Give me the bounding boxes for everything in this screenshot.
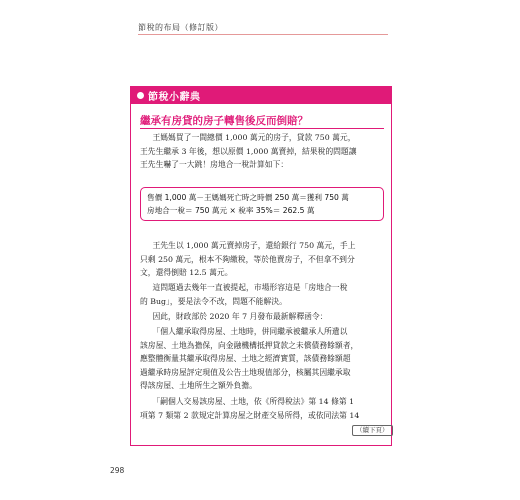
- paragraph-5: [140, 325, 384, 393]
- continued-label: （續下頁）: [352, 425, 393, 436]
- text-line: 王先生以 1,000 萬元賣掉房子，還給銀行 750 萬元，手上: [152, 241, 356, 250]
- bullet-icon: [137, 92, 144, 99]
- header-rule: [138, 34, 388, 35]
- text-line: 該房屋、土地為擔保，向金融機構抵押貸款之未償債務餘額者，: [140, 340, 359, 350]
- sidebar-title: 節稅小辭典: [148, 91, 201, 103]
- text-line: 這問題過去幾年一直被提起，市場形容這是「房地合一稅: [152, 283, 348, 292]
- text-line: 文，還得倒賠 12.5 萬元。: [140, 268, 233, 278]
- text-line: 王媽媽買了一間總價 1,000 萬元的房子，貸款 750 萬元，: [152, 133, 356, 142]
- text-line: 王先生繼承 3 年後，想以原價 1,000 萬賣掉，結果稅的問題讓: [140, 146, 357, 156]
- paragraph-4: [140, 310, 384, 324]
- text-line: 因此，財政部於 2020 年 7 月發布最新解釋函令：: [152, 312, 328, 321]
- text-line: 項第 7 類第 2 款規定計算房屋之財產交易所得，或依同法第 14: [140, 410, 360, 420]
- text-line: 王先生嚇了一大跳！房地合一稅計算如下：: [140, 160, 289, 170]
- page-number: 298: [110, 466, 125, 475]
- paragraph-6: [140, 395, 384, 422]
- formula-box: [140, 187, 384, 221]
- text-line: 「嗣個人交易該房屋、土地，依《所得稅法》第 14 條第 1: [152, 397, 355, 406]
- text-line: 過繼承時房屋評定現值及公告土地現值部分，核屬其因繼承取: [140, 367, 351, 377]
- paragraph-3: [140, 281, 384, 308]
- text-line: 的 Bug」，要是法令不改，問題不能解決。: [140, 296, 287, 306]
- running-header: 節稅的布局（修訂版）: [138, 23, 223, 32]
- formula-line: 售價 1,000 萬－王媽媽死亡時之時價 250 萬＝獲利 750 萬: [147, 193, 349, 202]
- text-line: 「個人繼承取得房屋、土地時，併同繼承被繼承人所遺以: [152, 327, 348, 336]
- text-line: 應整體衡量其繼承取得房屋、土地之經濟實質，該債務餘額超: [140, 354, 351, 364]
- text-line: 只剩 250 萬元，根本不夠繳稅，等於他賣房子，不但拿不到分: [140, 254, 355, 264]
- question-rule: [140, 128, 384, 129]
- formula-line: 房地合一稅＝ 750 萬元 × 稅率 35%＝ 262.5 萬: [147, 205, 315, 215]
- paragraph-1: [140, 131, 384, 172]
- text-line: 得該房屋、土地所生之額外負擔。: [140, 381, 257, 391]
- sidebar-header: [130, 86, 392, 104]
- question-heading: 繼承有房貸的房子轉售後反而倒賠？: [140, 115, 308, 127]
- paragraph-2: [140, 239, 384, 280]
